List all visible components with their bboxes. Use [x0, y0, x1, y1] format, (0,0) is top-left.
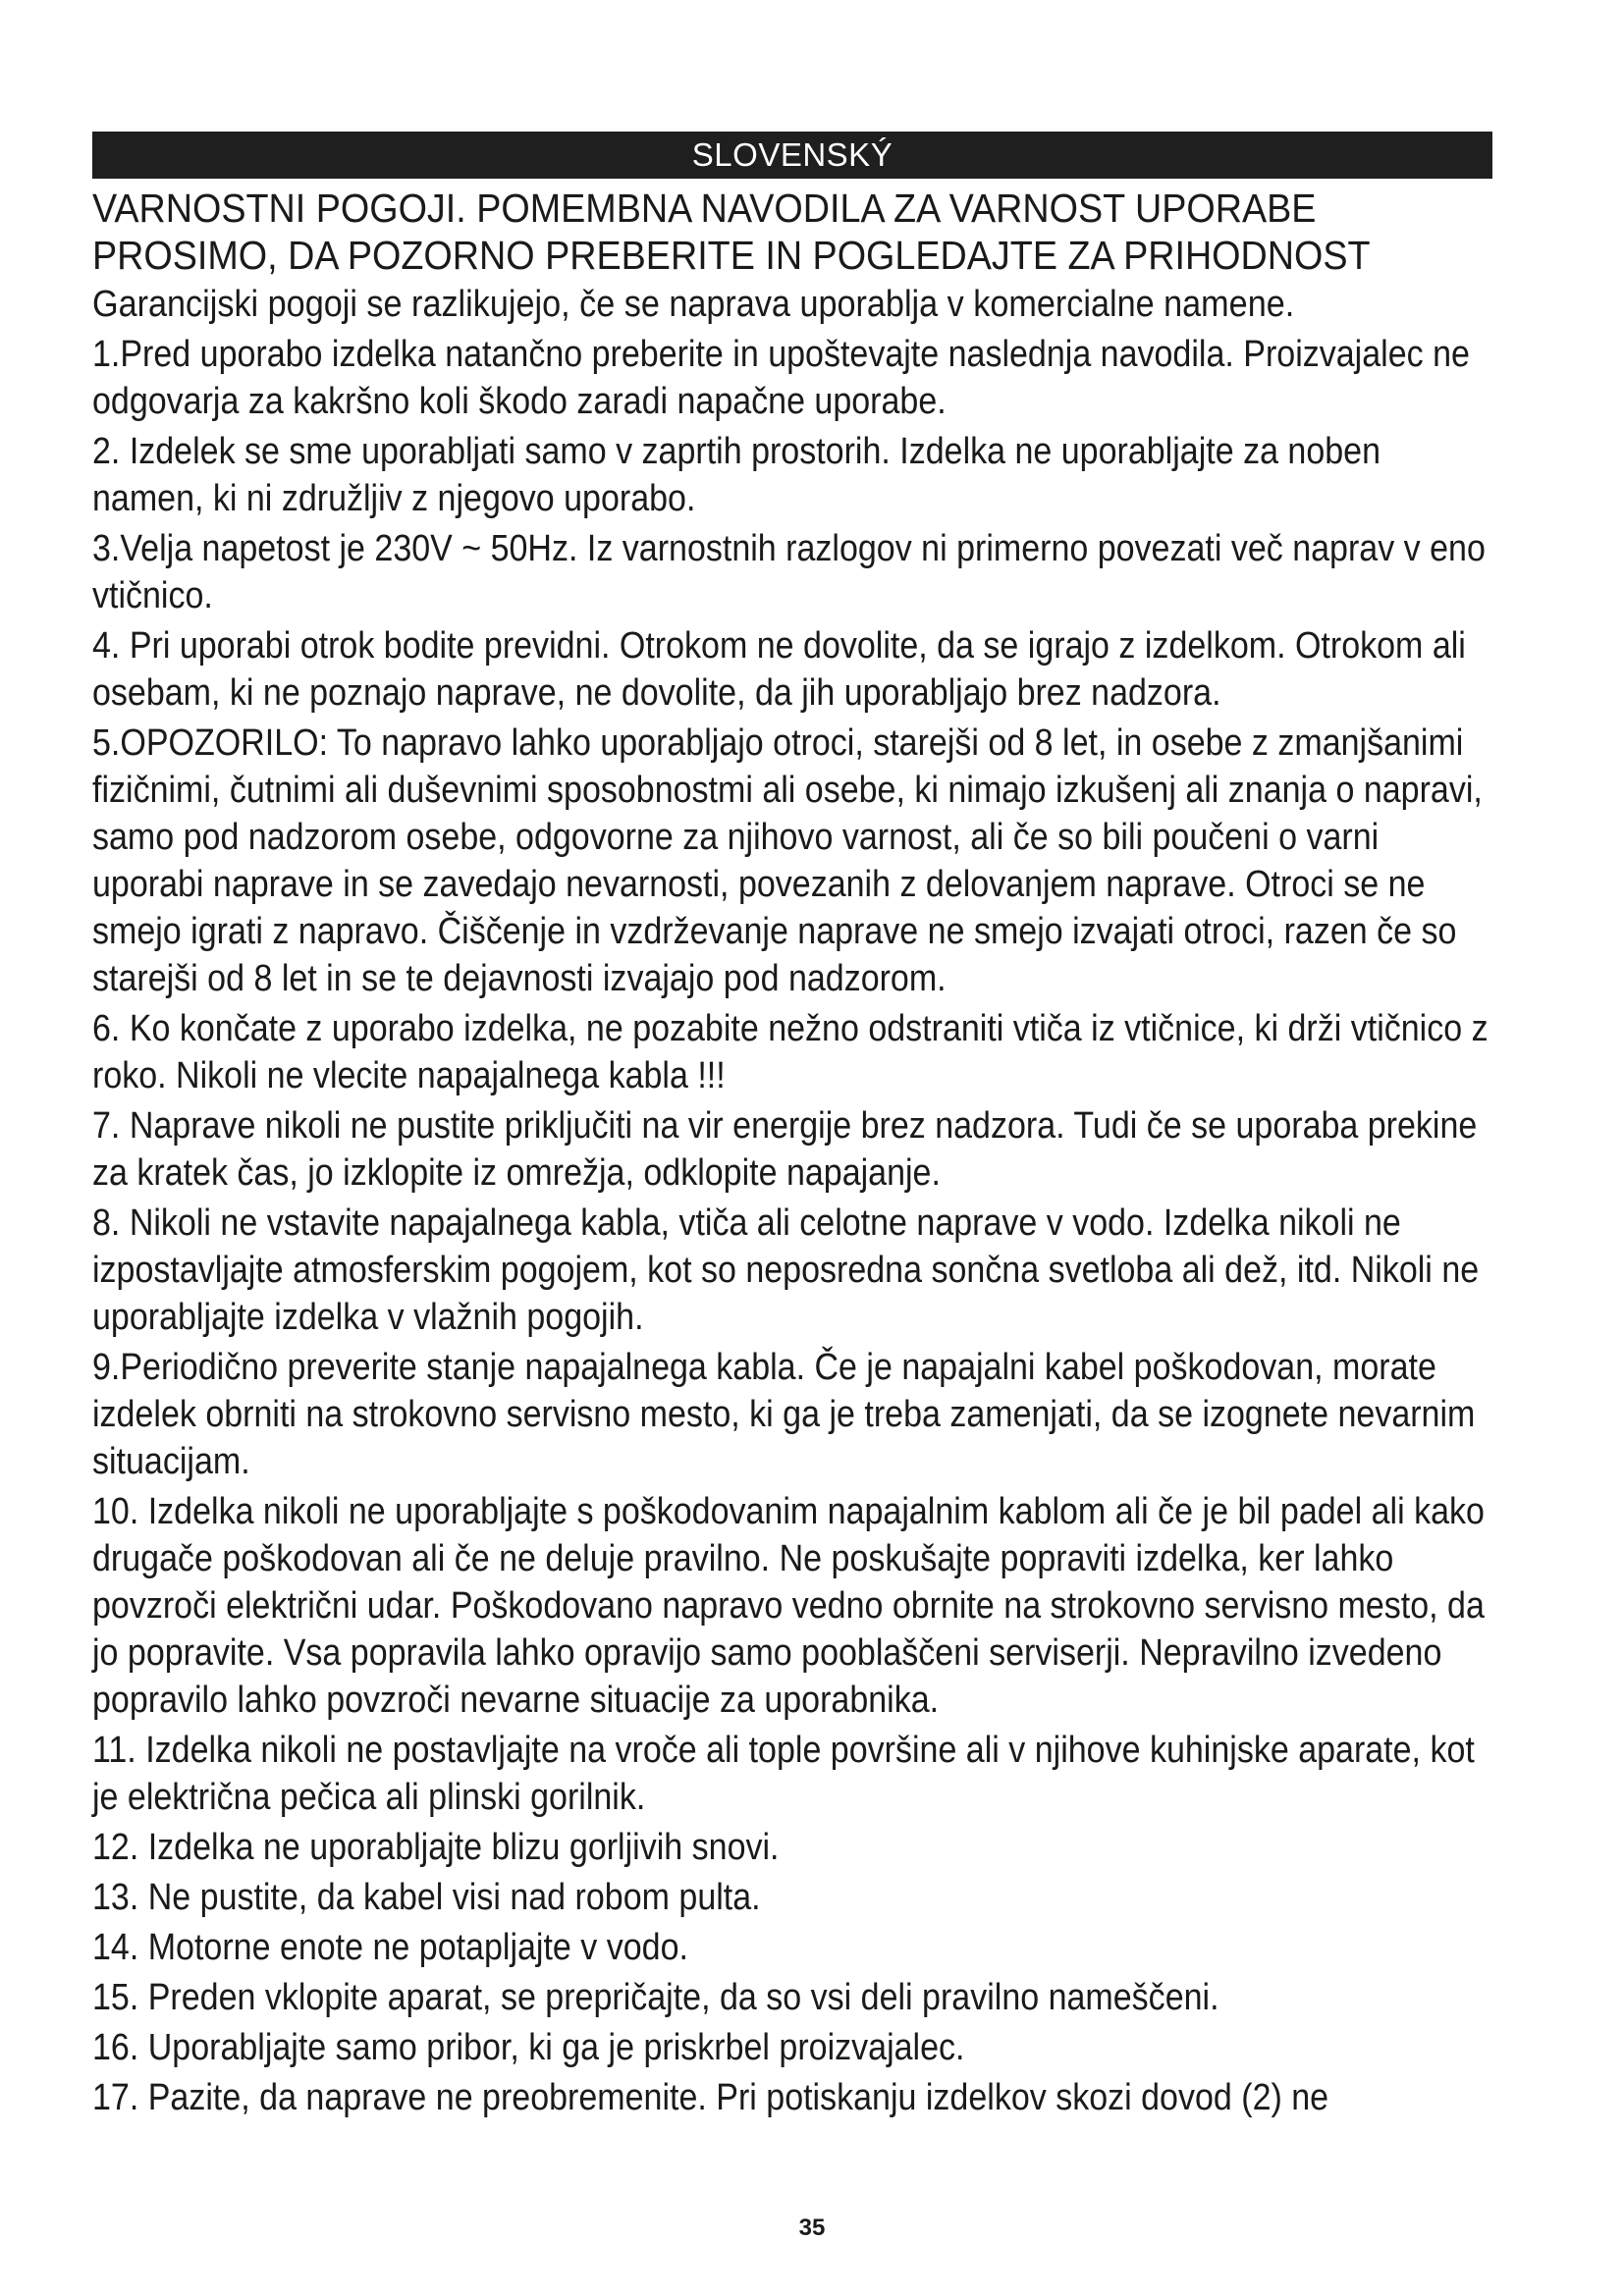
instruction-item-6: 6. Ko končate z uporabo izdelka, ne pozabite nežno odstraniti vtiča iz vtičnice, ki drži vtičnico z roko. Nikoli ne vlecite napajalnega kabla !!!: [92, 1008, 1489, 1096]
instruction-item-7: 7. Naprave nikoli ne pustite priključiti na vir energije brez nadzora. Tudi če se uporaba prekine za kratek čas, jo izklopite iz omrežja, odklopite napajanje.: [92, 1105, 1478, 1194]
safety-subtitle: PROSIMO, DA POZORNO PREBERITE IN POGLEDAJTE ZA PRIHODNOST: [92, 233, 1371, 278]
instruction-item-2: 2. Izdelek se sme uporabljati samo v zaprtih prostorih. Izdelka ne uporabljajte za noben namen, ki ni združljiv z njegovo uporabo.: [92, 431, 1381, 519]
instruction-item-16: 16. Uporabljajte samo pribor, ki ga je priskrbel proizvajalec.: [92, 2027, 965, 2068]
instruction-item-15: 15. Preden vklopite aparat, se prepričajte, da so vsi deli pravilno nameščeni.: [92, 1977, 1219, 2018]
instruction-item-5: 5.OPOZORILO: To napravo lahko uporabljajo otroci, starejši od 8 let, in osebe z zmanjšanimi fizičnimi, čutnimi ali duševnimi sposobnostmi ali osebe, ki nimajo izkušenj ali znanja o napravi, samo pod nadzorom osebe, odgovorne za njihovo varnost, ali če so bili poučeni o varni uporabi naprave in se zavedajo nevarnosti, povezanih z delovanjem naprave. Otroci se ne smejo igrati z napravo. Čiščenje in vzdrževanje naprave ne smejo izvajati otroci, razen če so starejši od 8 let in se te dejavnosti izvajajo pod nadzorom.: [92, 722, 1483, 999]
language-banner: SLOVENSKÝ: [92, 132, 1492, 179]
instruction-item-1: 1.Pred uporabo izdelka natančno preberite in upoštevajte naslednja navodila. Proizvajalec ne odgovarja za kakršno koli škodo zaradi napačne uporabe.: [92, 334, 1470, 422]
instruction-item-8: 8. Nikoli ne vstavite napajalnega kabla, vtiča ali celotne naprave v vodo. Izdelka nikoli ne izpostavljajte atmosferskim pogojem, kot so neposredna sončna svetloba ali dež, itd. Nikoli ne uporabljajte izdelka v vlažnih pogojih.: [92, 1202, 1480, 1338]
instruction-item-14: 14. Motorne enote ne potapljajte v vodo.: [92, 1927, 688, 1968]
page-number: 35: [798, 2215, 826, 2241]
safety-title: VARNOSTNI POGOJI. POMEMBNA NAVODILA ZA VARNOST UPORABE: [92, 186, 1317, 231]
instruction-item-12: 12. Izdelka ne uporabljajte blizu gorljivih snovi.: [92, 1827, 780, 1868]
instruction-item-9: 9.Periodično preverite stanje napajalnega kabla. Če je napajalni kabel poškodovan, morate izdelek obrniti na strokovno servisno mesto, ki ga je treba zamenjati, da se izognete nevarnim situacijam.: [92, 1347, 1476, 1482]
manual-page: [92, 132, 1492, 2121]
instruction-item-10: 10. Izdelka nikoli ne uporabljajte s poškodovanim napajalnim kablom ali če je bil padel ali kako drugače poškodovan ali če ne deluje pravilno. Ne poskušajte popraviti izdelka, ker lahko povzroči električni udar. Poškodovano napravo vedno obrnite na strokovno servisno mesto, da jo popravite. Vsa popravila lahko opravijo samo pooblaščeni serviserji. Nepravilno izvedeno popravilo lahko povzroči nevarne situacije za uporabnika.: [92, 1491, 1485, 1721]
warranty-note: Garancijski pogoji se razlikujejo, če se naprava uporablja v komercialne namene.: [92, 284, 1295, 325]
instruction-item-13: 13. Ne pustite, da kabel visi nad robom pulta.: [92, 1877, 761, 1918]
instruction-item-3: 3.Velja napetost je 230V ~ 50Hz. Iz varnostnih razlogov ni primerno povezati več naprav v eno vtičnico.: [92, 528, 1486, 616]
instruction-item-11: 11. Izdelka nikoli ne postavljajte na vroče ali tople površine ali v njihove kuhinjske aparate, kot je električna pečica ali plinski gorilnik.: [92, 1730, 1475, 1818]
instruction-item-4: 4. Pri uporabi otrok bodite previdni. Otrokom ne dovolite, da se igrajo z izdelkom. Otrokom ali osebam, ki ne poznajo naprave, ne dovolite, da jih uporabljajo brez nadzora.: [92, 625, 1466, 714]
instruction-item-17: 17. Pazite, da naprave ne preobremenite. Pri potiskanju izdelkov skozi dovod (2) ne: [92, 2077, 1329, 2118]
